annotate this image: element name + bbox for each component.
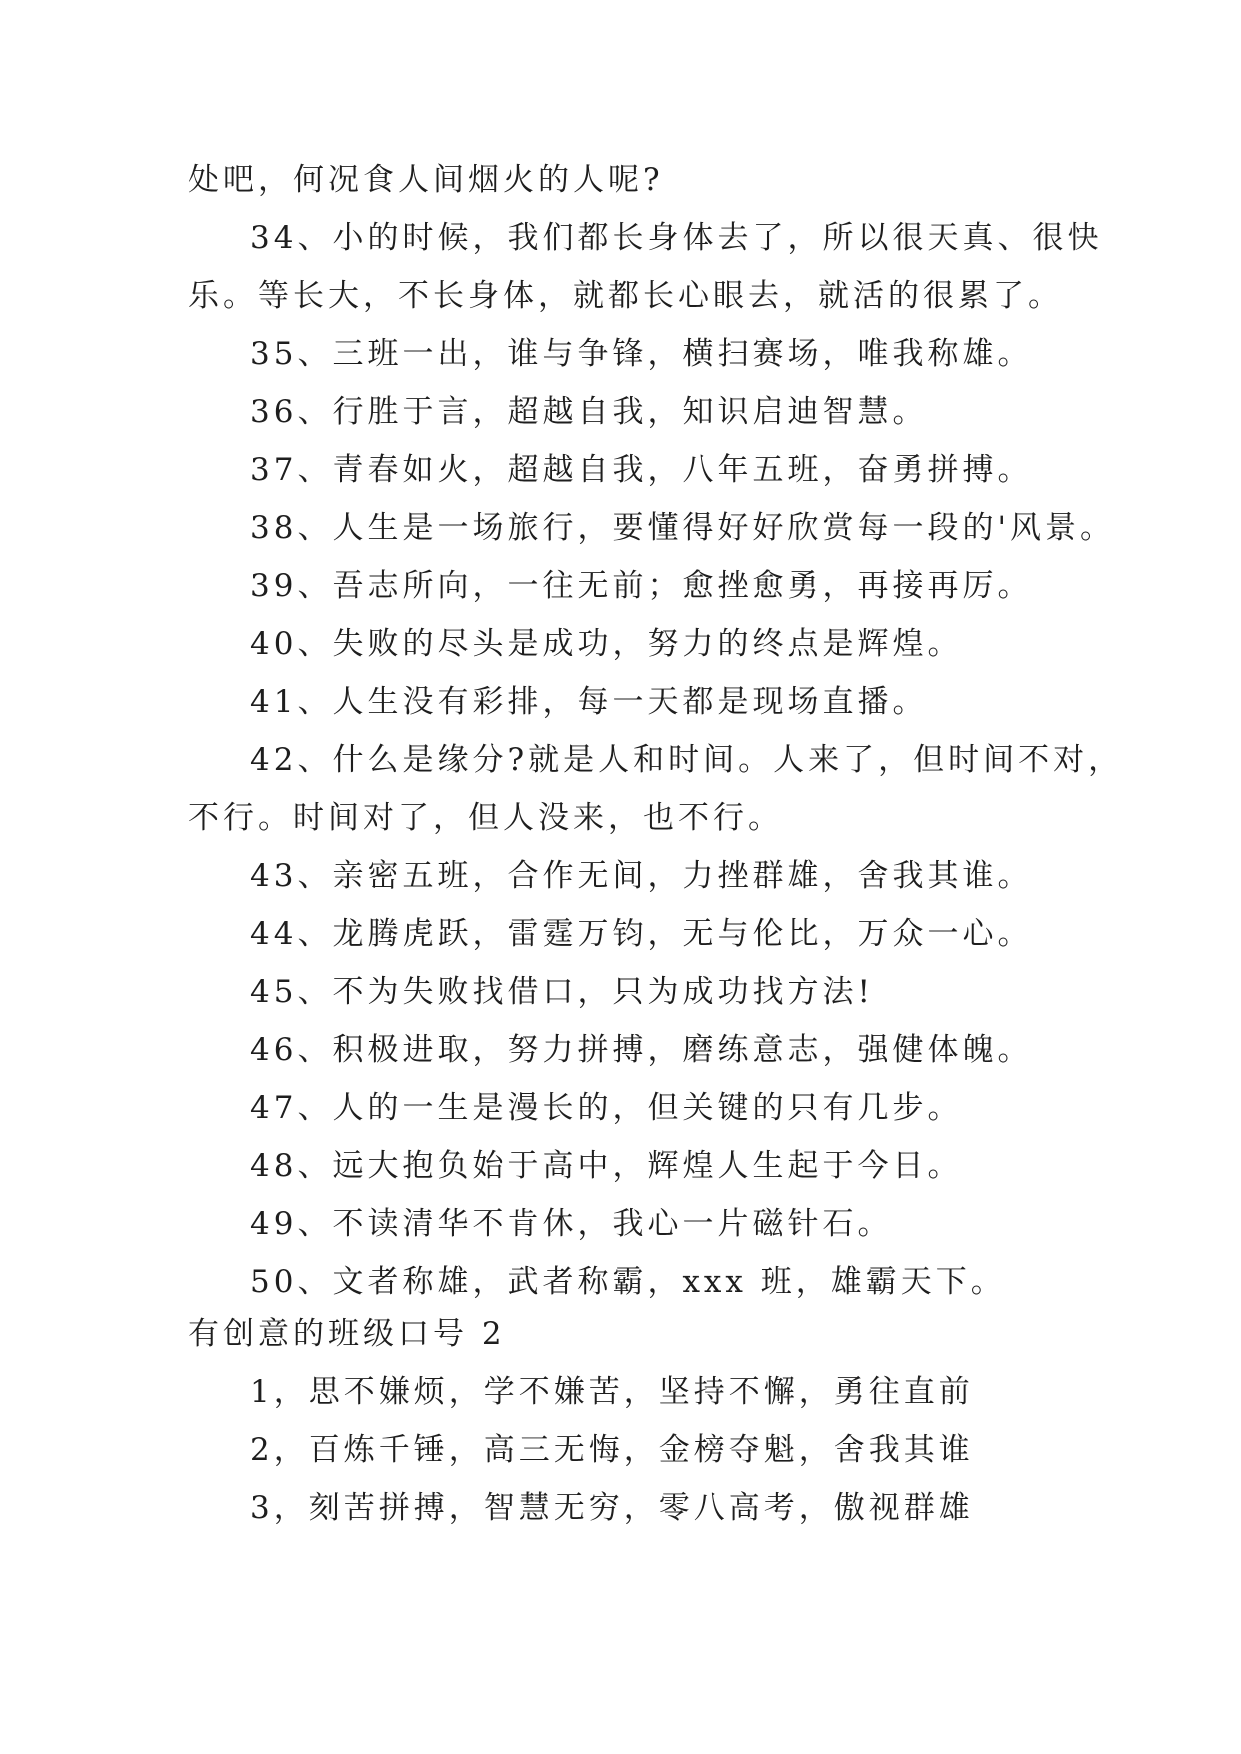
slogan-42-line-2: 不行。时间对了，但人没来，也不行。 bbox=[188, 800, 783, 836]
slogan-38: 38、人生是一场旅行，要懂得好好欣赏每一段的'风景。 bbox=[250, 510, 1115, 546]
slogan-45: 45、不为失败找借口，只为成功找方法! bbox=[250, 974, 874, 1010]
slogan-49: 49、不读清华不肯休，我心一片磁针石。 bbox=[250, 1206, 893, 1242]
slogan-47: 47、人的一生是漫长的，但关键的只有几步。 bbox=[250, 1090, 963, 1126]
slogan-36: 36、行胜于言，超越自我，知识启迪智慧。 bbox=[250, 394, 928, 430]
section-heading: 有创意的班级口号 2 bbox=[188, 1316, 506, 1352]
slogan-2-1: 1，思不嫌烦，学不嫌苦，坚持不懈，勇往直前 bbox=[250, 1374, 974, 1410]
slogan-34-line-1: 34、小的时候，我们都长身体去了，所以很天真、很快 bbox=[250, 220, 1103, 256]
slogan-35: 35、三班一出，谁与争锋，横扫赛场，唯我称雄。 bbox=[250, 336, 1033, 372]
slogan-41: 41、人生没有彩排，每一天都是现场直播。 bbox=[250, 684, 928, 720]
slogan-2-2: 2，百炼千锤，高三无悔，金榜夺魁，舍我其谁 bbox=[250, 1432, 974, 1468]
slogan-43: 43、亲密五班，合作无间，力挫群雄，舍我其谁。 bbox=[250, 858, 1033, 894]
slogan-37: 37、青春如火，超越自我，八年五班，奋勇拼搏。 bbox=[250, 452, 1033, 488]
slogan-34-line-2: 乐。等长大，不长身体，就都长心眼去，就活的很累了。 bbox=[188, 278, 1063, 314]
slogan-50: 50、文者称雄，武者称霸，xxx 班，雄霸天下。 bbox=[250, 1264, 1006, 1300]
slogan-42-line-1: 42、什么是缘分?就是人和时间。人来了，但时间不对， bbox=[250, 742, 1124, 778]
slogan-44: 44、龙腾虎跃，雷霆万钧，无与伦比，万众一心。 bbox=[250, 916, 1033, 952]
slogan-2-3: 3，刻苦拼搏，智慧无穷，零八高考，傲视群雄 bbox=[250, 1490, 974, 1526]
slogan-39: 39、吾志所向，一往无前；愈挫愈勇，再接再厉。 bbox=[250, 568, 1033, 604]
slogan-48: 48、远大抱负始于高中，辉煌人生起于今日。 bbox=[250, 1148, 963, 1184]
slogan-46: 46、积极进取，努力拼搏，磨练意志，强健体魄。 bbox=[250, 1032, 1033, 1068]
paragraph-continuation: 处吧，何况食人间烟火的人呢? bbox=[188, 162, 664, 198]
slogan-40: 40、失败的尽头是成功，努力的终点是辉煌。 bbox=[250, 626, 963, 662]
